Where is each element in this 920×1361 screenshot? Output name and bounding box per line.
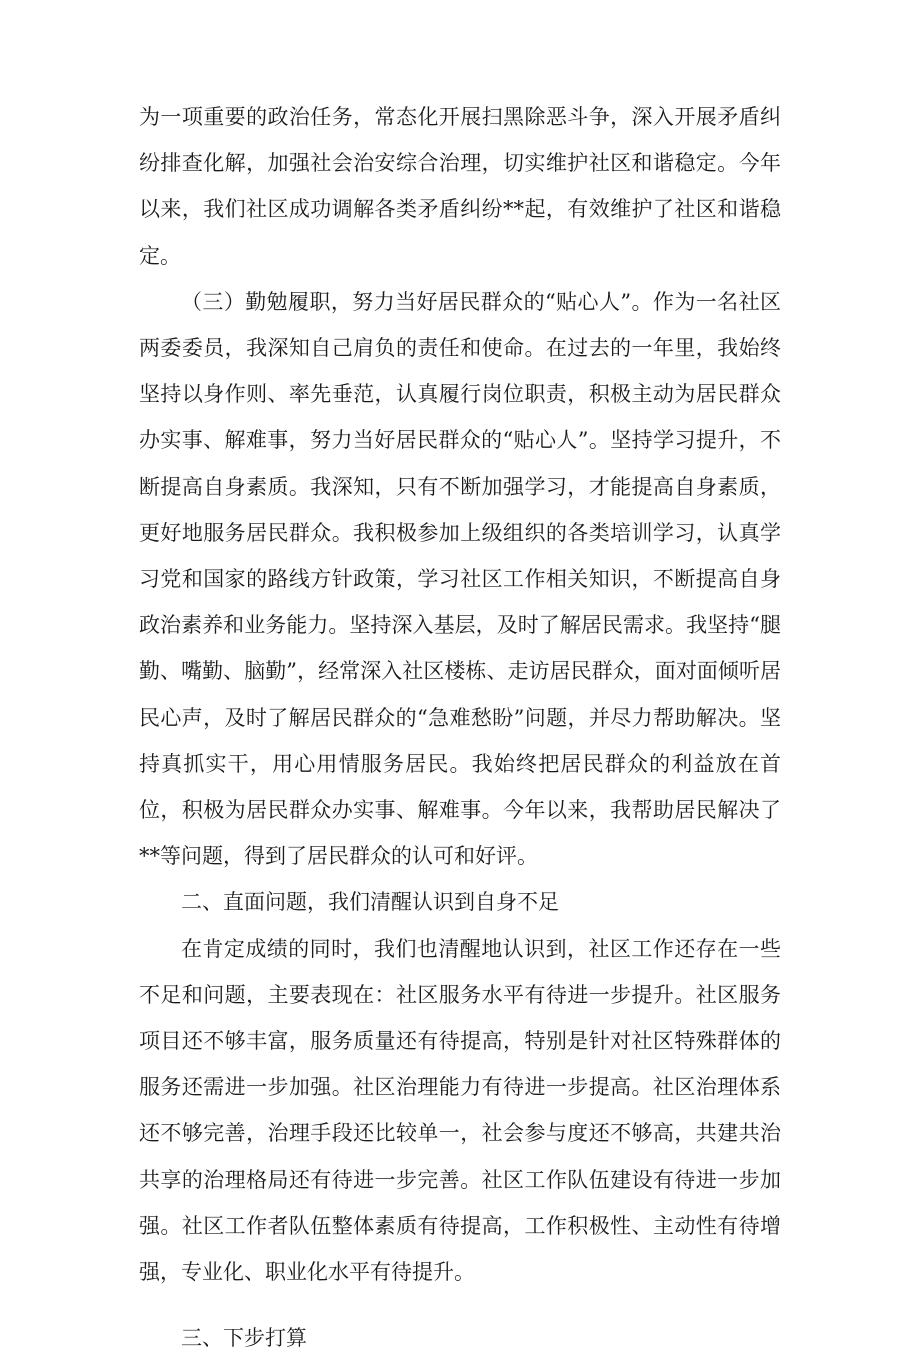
section-heading-next-steps: 三、下步打算 <box>181 1326 307 1351</box>
paragraph-shortcomings: 在肯定成绩的同时，我们也清醒地认识到，社区工作还存在一些不足和问题，主要表现在：社区服务水平有待进一步提升。社区服务项目还不够丰富，服务质量还有待提高，特别是针对社区特殊群体的服务还需进一步加强。社区治理能力有待进一步提高。社区治理体系还不够完善，治理手段还比较单一，社会参与度还不够高，共建共治共享的治理格局还有待进一步完善。社区工作队伍建设有待进一步加强。社区工作者队伍整体素质有待提高，工作积极性、主动性有待增强，专业化、职业化水平有待提升。 <box>139 936 781 1285</box>
document-body <box>139 94 781 1361</box>
paragraph-diligent-duty: （三）勤勉履职，努力当好居民群众的“贴心人”。作为一名社区两委委员，我深知自己肩负的责任和使命。在过去的一年里，我始终坚持以身作则、率先垂范，认真履行岗位职责，积极主动为居民群众办实事、解难事，努力当好居民群众的“贴心人”。坚持学习提升，不断提高自身素质。我深知，只有不断加强学习，才能提高自身素质，更好地服务居民群众。我积极参加上级组织的各类培训学习，认真学习党和国家的路线方针政策，学习社区工作相关知识，不断提高自身政治素养和业务能力。坚持深入基层，及时了解居民需求。我坚持“腿勤、嘴勤、脑勤”，经常深入社区楼栋、走访居民群众，面对面倾听居民心声，及时了解居民群众的“急难愁盼”问题，并尽力帮助解决。坚持真抓实干，用心用情服务居民。我始终把居民群众的利益放在首位，积极为居民群众办实事、解难事。今年以来，我帮助居民解决了**等问题，得到了居民群众的认可和好评。 <box>139 289 781 869</box>
section-spacer <box>139 1295 781 1315</box>
paragraph-social-stability: 为一项重要的政治任务，常态化开展扫黑除恶斗争，深入开展矛盾纠纷排查化解，加强社会治安综合治理，切实维护社区和谐稳定。今年以来，我们社区成功调解各类矛盾纠纷**起，有效维护了社区和谐稳定。 <box>139 105 781 268</box>
section-heading-problems: 二、直面问题，我们清醒认识到自身不足 <box>181 890 559 915</box>
